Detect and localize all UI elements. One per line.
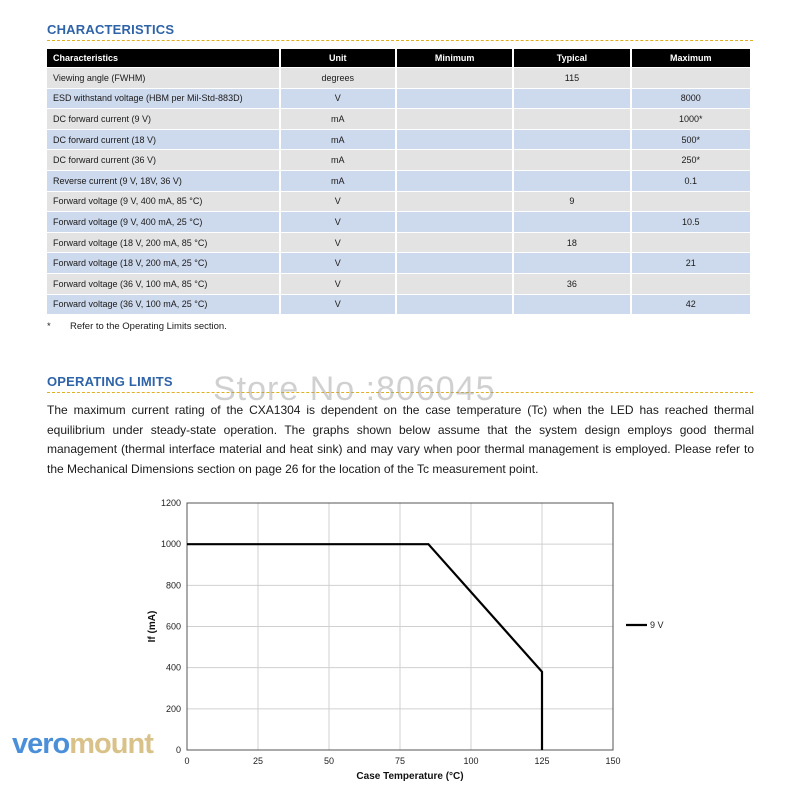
table-cell: 0.1 xyxy=(632,171,750,191)
table-cell xyxy=(397,253,512,273)
x-tick-label: 100 xyxy=(463,756,479,766)
x-axis-label: Case Temperature (°C) xyxy=(356,771,464,782)
table-cell xyxy=(397,212,512,232)
table-cell xyxy=(514,109,629,129)
x-tick-label: 125 xyxy=(534,756,550,766)
column-header: Typical xyxy=(514,49,629,67)
column-header: Maximum xyxy=(632,49,750,67)
y-tick-label: 200 xyxy=(165,703,181,714)
logo xyxy=(12,728,153,761)
x-tick-label: 150 xyxy=(605,756,621,766)
section-divider xyxy=(47,40,753,41)
table-cell xyxy=(514,150,629,170)
table-cell: 9 xyxy=(514,192,629,212)
table-cell: 8000 xyxy=(632,89,750,109)
table-cell: mA xyxy=(281,130,395,150)
table-cell: V xyxy=(281,274,395,294)
table-cell: 115 xyxy=(514,68,629,88)
table-cell: ESD withstand voltage (HBM per Mil-Std-883D) xyxy=(47,89,279,109)
table-row xyxy=(47,274,750,294)
table-cell xyxy=(514,130,629,150)
table-cell xyxy=(397,295,512,315)
table-cell: Forward voltage (18 V, 200 mA, 25 °C) xyxy=(47,253,279,273)
table-row xyxy=(47,192,750,212)
table-row xyxy=(47,109,750,129)
operating-limits-paragraph: The maximum current rating of the CXA1304 is dependent on the case temperature (Tc) when the LED has reached thermal equilibrium under steady-state operation. The graphs shown below assume that the system design employs good thermal management (thermal interface material and heat sink) and may vary when poor thermal management is employed. Please refer to the Mechanical Dimensions section on page 26 for the location of the Tc measurement point. xyxy=(47,403,754,476)
y-tick-label: 400 xyxy=(165,662,181,673)
x-tick-label: 50 xyxy=(323,756,335,766)
table-row xyxy=(47,212,750,232)
table-body xyxy=(47,68,750,314)
table-cell: V xyxy=(281,89,395,109)
table-cell: Forward voltage (9 V, 400 mA, 25 °C) xyxy=(47,212,279,232)
table-cell xyxy=(397,130,512,150)
table-cell xyxy=(514,295,629,315)
table-cell: V xyxy=(281,192,395,212)
x-tick-label: 0 xyxy=(184,756,190,766)
table-cell xyxy=(397,171,512,191)
table-cell: V xyxy=(281,295,395,315)
table-cell: mA xyxy=(281,150,395,170)
table-cell: Forward voltage (18 V, 200 mA, 85 °C) xyxy=(47,233,279,253)
table-cell xyxy=(397,274,512,294)
table-cell: DC forward current (9 V) xyxy=(47,109,279,129)
table-cell: 18 xyxy=(514,233,629,253)
table-cell: DC forward current (18 V) xyxy=(47,130,279,150)
table-cell: mA xyxy=(281,171,395,191)
table-cell: 42 xyxy=(632,295,750,315)
table-row xyxy=(47,233,750,253)
table-cell xyxy=(397,192,512,212)
table-cell xyxy=(397,150,512,170)
table-cell xyxy=(632,192,750,212)
column-header: Unit xyxy=(281,49,395,67)
y-tick-label: 800 xyxy=(165,580,181,591)
table-cell xyxy=(632,68,750,88)
table-cell: Viewing angle (FWHM) xyxy=(47,68,279,88)
table-cell: 21 xyxy=(632,253,750,273)
table-cell: V xyxy=(281,233,395,253)
column-header: Characteristics xyxy=(47,49,279,67)
footnote-text: Refer to the Operating Limits section. xyxy=(70,321,227,332)
table-row xyxy=(47,68,750,88)
table-cell: degrees xyxy=(281,68,395,88)
table-cell xyxy=(514,253,629,273)
y-tick-label: 0 xyxy=(175,745,181,755)
table-cell xyxy=(397,233,512,253)
watermark: Store No :806045 xyxy=(213,370,496,408)
table-cell: DC forward current (36 V) xyxy=(47,150,279,170)
y-tick-label: 1200 xyxy=(160,498,181,508)
table-cell xyxy=(632,233,750,253)
table-cell xyxy=(514,89,629,109)
table-cell: 36 xyxy=(514,274,629,294)
table-row xyxy=(47,89,750,109)
table-cell xyxy=(632,274,750,294)
table-cell: 1000* xyxy=(632,109,750,129)
y-axis-label: If (mA) xyxy=(147,610,158,643)
table-cell: mA xyxy=(281,109,395,129)
table-cell: Forward voltage (36 V, 100 mA, 25 °C) xyxy=(47,295,279,315)
table-cell: 250* xyxy=(632,150,750,170)
y-tick-label: 600 xyxy=(165,621,181,632)
table-cell: Forward voltage (36 V, 100 mA, 85 °C) xyxy=(47,274,279,294)
table-cell: 10.5 xyxy=(632,212,750,232)
table-row xyxy=(47,150,750,170)
table-cell xyxy=(397,109,512,129)
table-cell: V xyxy=(281,212,395,232)
table-cell: 500* xyxy=(632,130,750,150)
table-cell: Reverse current (9 V, 18V, 36 V) xyxy=(47,171,279,191)
series-line xyxy=(187,544,542,750)
column-header: Minimum xyxy=(397,49,512,67)
table-row xyxy=(47,295,750,315)
table-cell: V xyxy=(281,253,395,273)
footnote xyxy=(47,321,227,332)
table-cell: Forward voltage (9 V, 400 mA, 85 °C) xyxy=(47,192,279,212)
x-tick-label: 25 xyxy=(252,756,264,766)
logo-part1: vero xyxy=(12,728,70,760)
table-cell xyxy=(514,212,629,232)
table-cell xyxy=(397,89,512,109)
y-tick-label: 1000 xyxy=(160,539,181,550)
table-row xyxy=(47,171,750,191)
table-row xyxy=(47,130,750,150)
legend-label: 9 V xyxy=(650,620,664,630)
operating-limits-title: OPERATING LIMITS xyxy=(47,374,173,389)
table-cell xyxy=(397,68,512,88)
logo-part2: mount xyxy=(69,728,153,760)
characteristics-title: CHARACTERISTICS xyxy=(47,22,175,37)
footnote-mark: * xyxy=(47,321,51,332)
table-header-row xyxy=(47,49,750,67)
table-row xyxy=(47,253,750,273)
characteristics-table xyxy=(45,48,752,315)
table-cell xyxy=(514,171,629,191)
x-tick-label: 75 xyxy=(394,756,406,766)
